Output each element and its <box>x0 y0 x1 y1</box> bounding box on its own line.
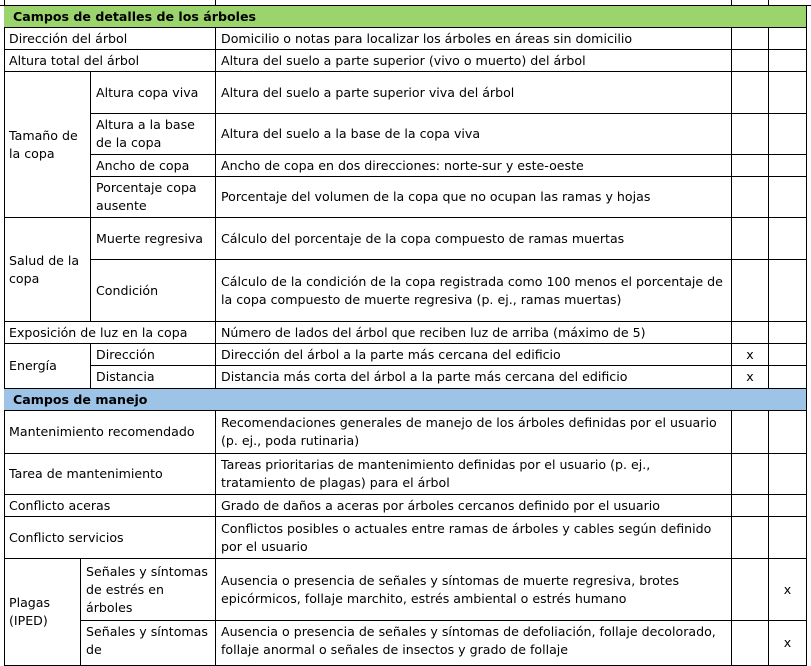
section-header-tree-details <box>4 6 807 28</box>
desc-cell <box>216 495 732 517</box>
mark-cell <box>769 495 807 517</box>
field-description: Conflictos posibles o actuales entre ramas de árboles y cables según definido por el usuario <box>221 520 712 554</box>
desc-cell <box>216 621 732 666</box>
subfield-label: Muerte regresiva <box>96 230 203 246</box>
subfield-cell <box>91 177 216 218</box>
field-description: Ausencia o presencia de señales y síntomas de muerte regresiva, brotes epicórmicos, follaje marchito, estrés ambiental o estrés humano <box>221 572 680 606</box>
desc-cell <box>216 411 732 454</box>
mark-cell <box>769 218 807 260</box>
x-mark: x <box>783 581 792 597</box>
x-mark: x <box>783 635 792 650</box>
mark-cell <box>769 411 807 454</box>
mark-cell <box>732 621 769 666</box>
subfield-cell <box>91 72 216 114</box>
group-label: Plagas (IPED) <box>9 595 51 628</box>
group-label: Energía <box>9 358 57 373</box>
field-cell <box>4 495 216 517</box>
desc-cell <box>216 559 732 621</box>
field-cell <box>4 454 216 495</box>
subfield-label: Altura a la base de la copa <box>96 117 195 150</box>
mark-cell <box>769 322 807 344</box>
subfield-label: Señales y síntomas de <box>86 624 208 657</box>
mark-cell <box>769 344 807 366</box>
mark-cell <box>732 559 769 621</box>
field-description: Altura del suelo a la base de la copa viva <box>221 126 481 141</box>
desc-cell <box>216 155 732 177</box>
mark-cell <box>769 72 807 114</box>
field-label: Conflicto servicios <box>9 529 124 545</box>
field-description: Cálculo de la condición de la copa registrada como 100 menos el porcentaje de la copa compuesto de muerte regresiva (p. ej., ramas muertas) <box>221 273 723 307</box>
group-label: Tamaño de la copa <box>9 127 78 161</box>
mark-cell <box>732 366 769 389</box>
subfield-cell <box>91 155 216 177</box>
subfield-label: Altura copa viva <box>96 84 199 100</box>
field-label: Mantenimiento recomendado <box>9 424 195 439</box>
mark-cell <box>769 28 807 50</box>
group-cell-salud-copa <box>4 218 91 322</box>
desc-cell <box>216 517 732 559</box>
subfield-cell <box>91 114 216 155</box>
desc-cell <box>216 50 732 72</box>
field-description: Dirección del árbol a la parte más cercana del edificio <box>221 346 561 362</box>
mark-cell <box>769 50 807 72</box>
subfield-cell <box>91 344 216 366</box>
mark-cell <box>732 260 769 322</box>
desc-cell <box>216 344 732 366</box>
field-cell <box>4 50 216 72</box>
subfield-cell <box>81 559 216 621</box>
field-description: Domicilio o notas para localizar los árboles en áreas sin domicilio <box>221 30 633 46</box>
subfield-label: Ancho de copa <box>96 157 190 173</box>
desc-cell <box>216 72 732 114</box>
desc-cell <box>216 114 732 155</box>
mark-cell <box>769 114 807 155</box>
mark-cell <box>732 72 769 114</box>
field-description: Tareas prioritarias de mantenimiento definidas por el usuario (p. ej., tratamiento de plagas) para el árbol <box>221 457 651 490</box>
mark-cell <box>732 454 769 495</box>
mark-cell <box>769 621 807 666</box>
group-cell-tamano-copa <box>4 72 91 218</box>
mark-cell <box>769 366 807 389</box>
field-description: Recomendaciones generales de manejo de los árboles definidas por el usuario (p. ej., poda rutinaria) <box>221 415 717 448</box>
section-title: Campos de detalles de los árboles <box>13 8 257 24</box>
desc-cell <box>216 454 732 495</box>
mark-cell <box>769 260 807 322</box>
desc-cell <box>216 28 732 50</box>
subfield-label: Condición <box>96 282 159 298</box>
mark-cell <box>732 155 769 177</box>
mark-cell <box>769 155 807 177</box>
section-header-management <box>4 389 807 411</box>
mark-cell <box>732 218 769 260</box>
mark-cell <box>732 28 769 50</box>
field-description: Ausencia o presencia de señales y síntomas de defoliación, follaje decolorado, follaje anormal o señales de insectos y grado de follaje <box>221 624 716 657</box>
field-label: Conflicto aceras <box>9 497 111 513</box>
field-cell <box>4 517 216 559</box>
subfield-label: Porcentaje copa ausente <box>96 180 197 213</box>
desc-cell <box>216 218 732 260</box>
mark-cell <box>732 322 769 344</box>
field-description: Altura del suelo a parte superior (vivo o muerto) del árbol <box>221 52 586 68</box>
mark-cell <box>769 517 807 559</box>
x-mark: x <box>746 369 754 384</box>
subfield-cell <box>91 218 216 260</box>
desc-cell <box>216 322 732 344</box>
x-mark: x <box>746 346 754 362</box>
mark-cell <box>769 559 807 621</box>
mark-cell <box>732 517 769 559</box>
field-label: Dirección del árbol <box>9 30 128 46</box>
mark-cell <box>732 114 769 155</box>
field-description: Altura del suelo a parte superior viva del árbol <box>221 84 515 100</box>
subfield-label: Dirección <box>96 346 155 362</box>
subfield-cell <box>91 366 216 389</box>
desc-cell <box>216 366 732 389</box>
field-description: Porcentaje del volumen de la copa que no ocupan las ramas y hojas <box>221 189 651 204</box>
subfield-cell <box>91 260 216 322</box>
mark-cell <box>732 495 769 517</box>
mark-cell <box>732 177 769 218</box>
field-label: Exposición de luz en la copa <box>9 324 188 340</box>
field-cell <box>4 28 216 50</box>
field-cell <box>4 411 216 454</box>
group-cell-plagas <box>4 559 81 666</box>
mark-cell <box>769 454 807 495</box>
subfield-label: Distancia <box>96 369 155 384</box>
field-description: Distancia más corta del árbol a la parte más cercana del edificio <box>221 369 628 384</box>
field-description: Ancho de copa en dos direcciones: norte-sur y este-oeste <box>221 157 584 173</box>
field-description: Grado de daños a aceras por árboles cercanos definido por el usuario <box>221 497 660 513</box>
mark-cell <box>732 344 769 366</box>
group-cell-energia <box>4 344 91 389</box>
desc-cell <box>216 177 732 218</box>
subfield-label: Señales y síntomas de estrés en árboles <box>86 563 208 615</box>
field-label: Altura total del árbol <box>9 52 140 68</box>
desc-cell <box>216 260 732 322</box>
mark-cell <box>769 177 807 218</box>
subfield-cell <box>81 621 216 666</box>
field-label: Tarea de mantenimiento <box>9 466 163 481</box>
section-title: Campos de manejo <box>13 391 148 407</box>
field-description: Número de lados del árbol que reciben luz de arriba (máximo de 5) <box>221 324 646 340</box>
field-description: Cálculo del porcentaje de la copa compuesto de ramas muertas <box>221 230 625 246</box>
group-label: Salud de la copa <box>9 252 80 286</box>
field-cell <box>4 322 216 344</box>
mark-cell <box>732 50 769 72</box>
mark-cell <box>732 411 769 454</box>
